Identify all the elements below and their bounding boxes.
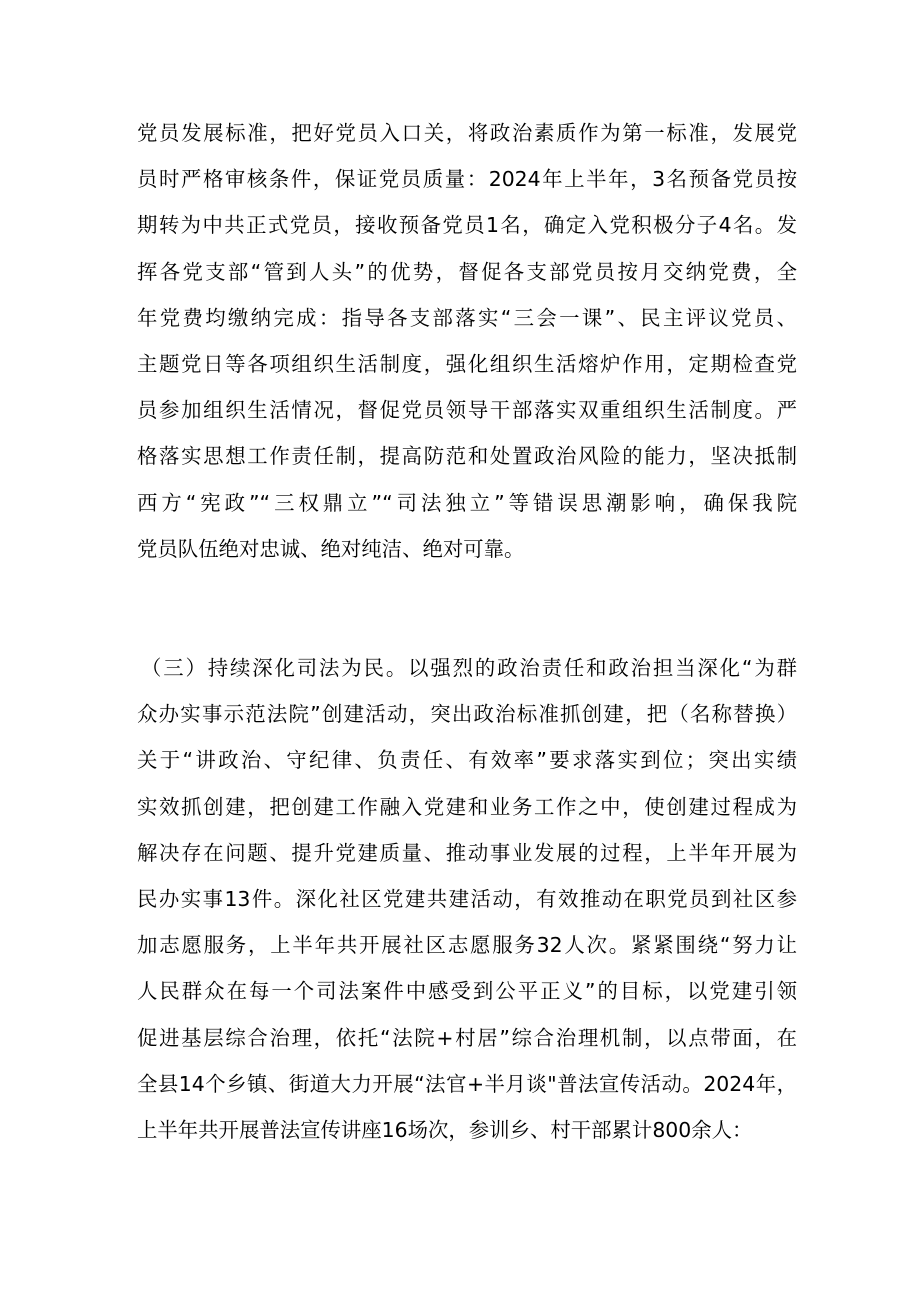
text-line: 格落实思想工作责任制，提高防范和处置政治风险的能力，坚决抵制 [137,444,797,469]
text-line: 加志愿服务，上半年共开展社区志愿服务32人次。紧紧围绕“努力让 [137,933,797,958]
text-line: 上半年共开展普法宣传讲座16场次，参训乡、村干部累计800余人： [137,1117,753,1142]
text-line: 全县14个乡镇、街道大力开展“法官+半月谈"普法宣传活动。2024年， [137,1071,797,1096]
text-line: 关于“讲政治、守纪律、负责任、有效率”要求落实到位；突出实绩 [137,748,797,773]
text-line: 实效抓创建，把创建工作融入党建和业务工作之中，使创建过程成为 [137,794,797,819]
text-line: 众办实事示范法院”创建活动，突出政治标准抓创建，把（名称替换） [137,702,797,727]
text-line: 党员发展标准，把好党员入口关，将政治素质作为第一标准，发展党 [137,121,797,145]
paragraph-judicial-service [137,645,797,1153]
text-line: 解决存在问题、提升党建质量、推动事业发展的过程，上半年开展为 [137,840,797,865]
text-line: 民办实事13件。深化社区党建共建活动，有效推动在职党员到社区参 [137,886,797,911]
paragraph-party-member-development [137,110,797,572]
text-line: 人民群众在每一个司法案件中感受到公平正义”的目标，以党建引领 [137,979,797,1004]
text-line: 促进基层综合治理，依托“法院+村居”综合治理机制，以点带面，在 [137,1025,797,1050]
text-line: 期转为中共正式党员，接收预备党员1名，确定入党积极分子4名。发 [137,213,797,238]
section-heading-line: （三）持续深化司法为民。以强烈的政治责任和政治担当深化“为群 [141,656,797,680]
text-line: 挥各党支部“管到人头”的优势，督促各支部党员按月交纳党费，全 [137,259,797,284]
text-line: 西方“宪政”“三权鼎立”“司法独立”等错误思潮影响，确保我院 [137,490,797,515]
text-line: 党员队伍绝对忠诚、绝对纯洁、绝对可靠。 [137,536,525,561]
text-line: 员参加组织生活情况，督促党员领导干部落实双重组织生活制度。严 [137,398,797,423]
text-line: 员时严格审核条件，保证党员质量：2024年上半年，3名预备党员按 [137,167,797,192]
text-line: 主题党日等各项组织生活制度，强化组织生活熔炉作用，定期检查党 [137,351,797,376]
text-line: 年党费均缴纳完成：指导各支部落实“三会一课”、民主评议党员、 [137,305,797,330]
